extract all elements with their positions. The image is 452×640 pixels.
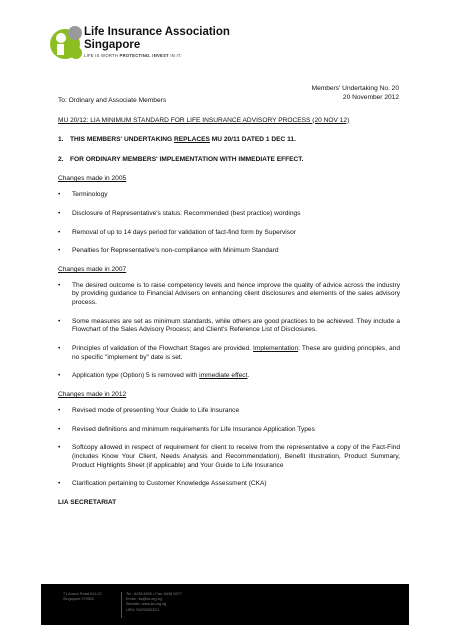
- document-body: [58, 97, 400, 508]
- point-2: 2. FOR ORDINARY MEMBERS' IMPLEMENTATION WITH IMMEDIATE EFFECT.: [58, 155, 304, 163]
- footer-divider: [121, 592, 122, 618]
- section-heading-2005: Changes made in 2005: [58, 175, 127, 183]
- list-item: • Terminology: [58, 190, 108, 198]
- tagline: LIFE IS WORTH PROTECTING. INVEST IN IT.: [84, 53, 182, 58]
- footer-address: 71 Anson Road #11-02 Singapore 079902: [63, 592, 102, 602]
- list-2012: [58, 407, 400, 489]
- list-2005: [58, 191, 400, 256]
- list-item: • Removal of up to 14 days period for validation of fact-find form by Supervisor: [58, 228, 296, 236]
- list-item: • Revised mode of presenting Your Guide to Life Insurance: [58, 406, 240, 414]
- list-item: • Softcopy allowed in respect of requirement for client to receive from the representative a copy of the Fact-Find (includes Know Your Client, Needs Analysis and Recommendation), Benefit Illustration, Product Summary, Product Highlights Sheet (if applicable) and Your Guide to Life Insurance: [58, 444, 400, 469]
- list-item: • Disclosure of Representative's status: Recommended (best practice) wordings: [58, 209, 301, 217]
- document-date: 20 November 2012: [342, 94, 399, 101]
- list-item: • Some measures are set as minimum standards, while others are good practices to be achieved. They include a Flowchart of the Sales Advisory Process; and Client's Reference List of Disclosures.: [58, 317, 400, 334]
- list-item: • Principles of validation of the Flowchart Stages are provided. Implementation: These are guiding principles, and no specific "implement by" date is set.: [58, 345, 401, 361]
- list-item: • Revised definitions and minimum requirements for Life Insurance Application Types: [58, 425, 315, 433]
- point-1: 1. THIS MEMBERS' UNDERTAKING REPLACES MU 20/11 DATED 1 DEC 11.: [58, 136, 296, 144]
- addressee: To: Ordinary and Associate Members: [58, 97, 167, 104]
- logo-text: [84, 26, 230, 58]
- list-item: • Clarification pertaining to Customer Knowledge Assessment (CKA): [58, 480, 267, 488]
- section-heading-2007: Changes made in 2007: [58, 266, 127, 274]
- undertaking-number: Members' Undertaking No. 20: [311, 85, 399, 92]
- list-item: • Application type (Option) 5 is removed with immediate effect.: [58, 372, 250, 380]
- section-heading-2012: Changes made in 2012: [58, 391, 127, 399]
- list-2007: [58, 282, 400, 381]
- org-name: Life Insurance Association: [84, 26, 230, 38]
- footer-bar: [41, 584, 409, 625]
- org-country: Singapore: [84, 39, 141, 51]
- signature: LIA SECRETARIAT: [58, 499, 117, 507]
- footer-contact: Tel : 6438 8900 • Fax: 6438 6977 Email : lia@lia.org.sg Website: www.lia.org.sg UEN: S62SS0032G: [126, 592, 182, 612]
- list-item: • Penalties for Representative's non-compliance with Minimum Standard: [58, 247, 279, 255]
- list-item: • The desired outcome is to raise competency levels and hence improve the quality of advice across the industry by providing guidance to Financial Advisers on enhancing client disclosures and elements of the sales advisory process.: [58, 281, 400, 306]
- subject-line: MU 20/12: LIA MINIMUM STANDARD FOR LIFE INSURANCE ADVISORY PROCESS (20 NOV 12): [58, 116, 350, 124]
